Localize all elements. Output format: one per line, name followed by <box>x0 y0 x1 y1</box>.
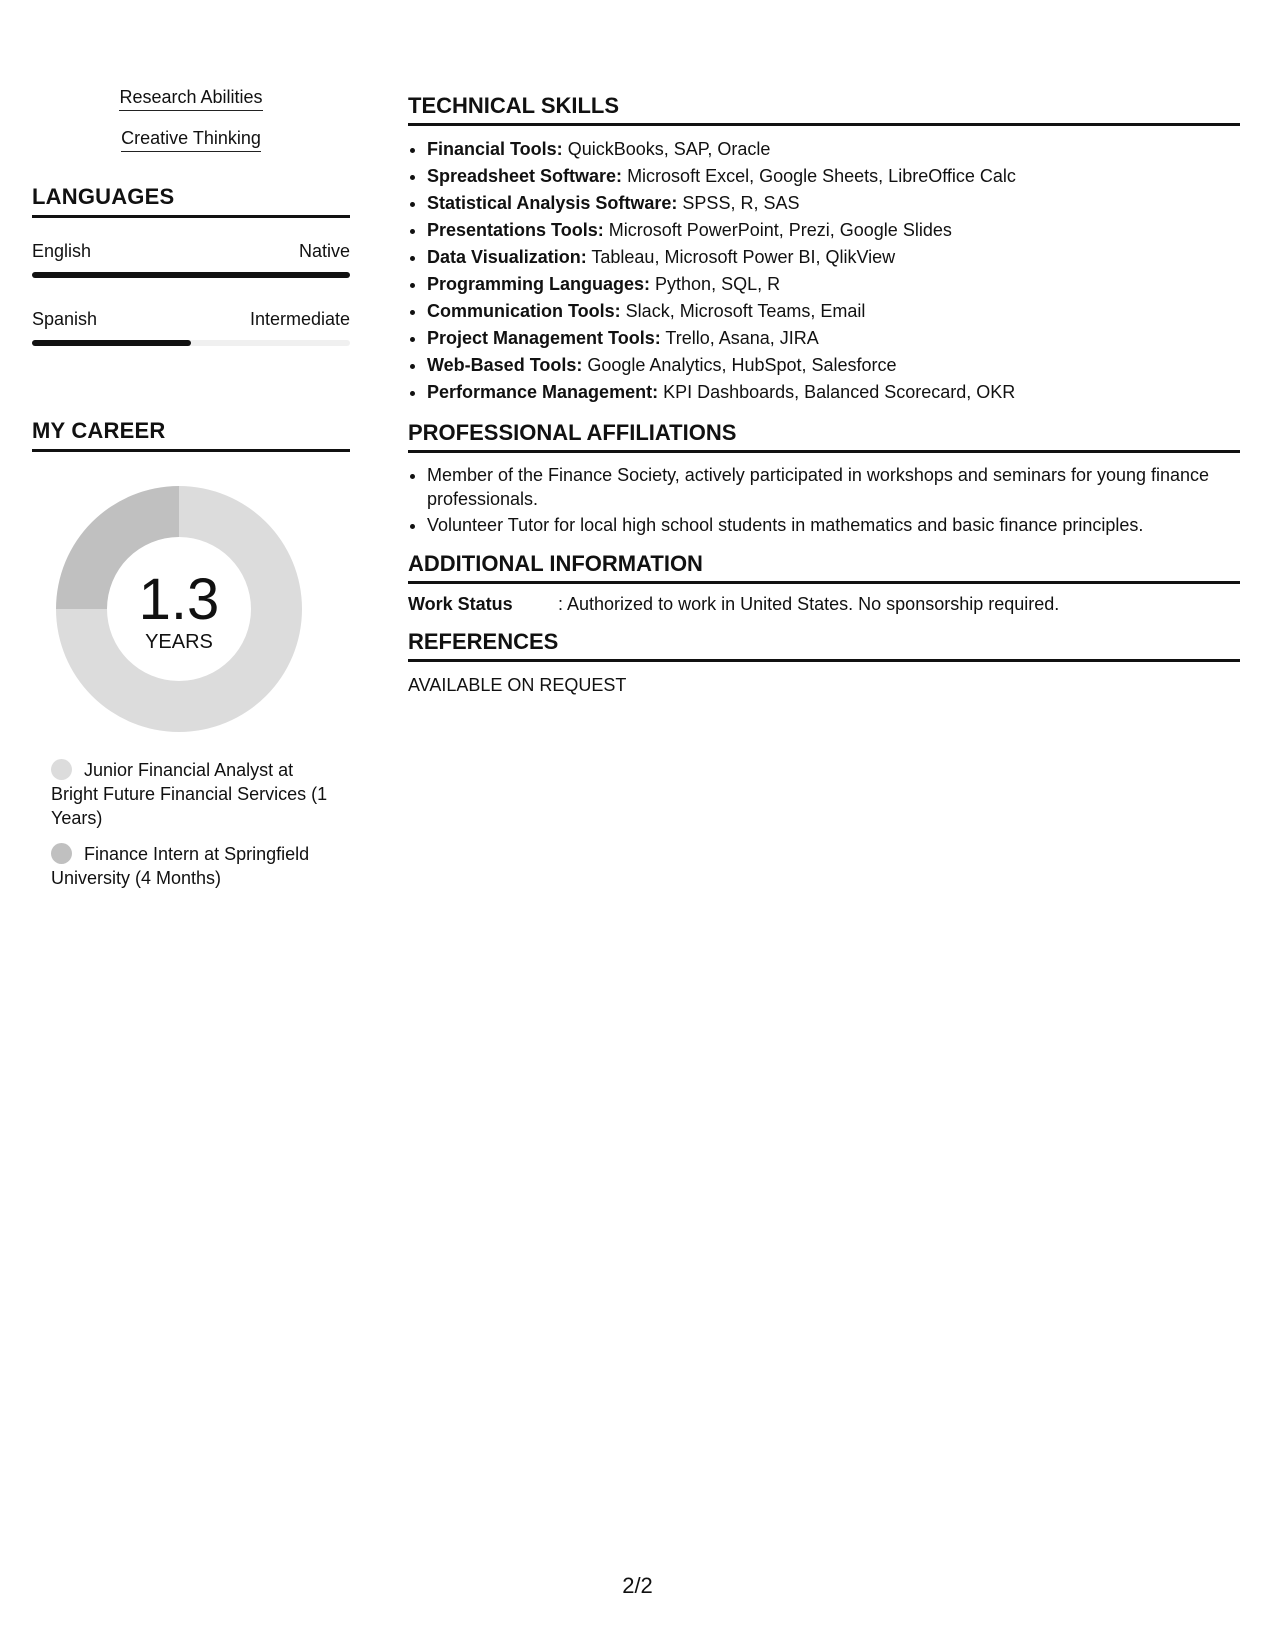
skill-tag-creative-thinking: Creative Thinking <box>121 127 261 152</box>
skill-value: Microsoft Excel, Google Sheets, LibreOffice Calc <box>622 166 1016 186</box>
work-status-value: : Authorized to work in United States. No sponsorship required. <box>558 594 1060 614</box>
skill-value: QuickBooks, SAP, Oracle <box>562 139 771 159</box>
skill-item <box>427 325 1240 352</box>
skill-label: Performance Management: <box>427 382 659 402</box>
language-name: Spanish <box>32 309 98 329</box>
career-total-unit: YEARS <box>145 631 213 653</box>
skill-item <box>427 163 1240 190</box>
language-name: English <box>32 241 92 261</box>
affiliations-list <box>408 463 1240 537</box>
skill-value: Tableau, Microsoft Power BI, QlikView <box>586 247 896 267</box>
skill-item <box>427 271 1240 298</box>
language-proficiency-fill <box>32 340 191 346</box>
career-donut-chart <box>56 486 302 732</box>
skill-item <box>427 352 1240 379</box>
languages-heading: LANGUAGES <box>32 184 350 218</box>
language-row-spanish <box>32 308 350 346</box>
career-item-text: Junior Financial Analyst at Bright Future Financial Services (1 Years) <box>51 760 328 828</box>
skill-label: Programming Languages: <box>427 274 651 294</box>
skill-value: Trello, Asana, JIRA <box>660 328 819 348</box>
affiliations-section <box>408 420 1240 537</box>
skill-label: Communication Tools: <box>427 301 621 321</box>
skill-item <box>427 298 1240 325</box>
career-item-finance-intern <box>51 842 341 890</box>
additional-info-section <box>408 551 1240 615</box>
language-proficiency-bar <box>32 272 350 278</box>
skill-label: Financial Tools: <box>427 139 563 159</box>
skill-value: Microsoft PowerPoint, Prezi, Google Slides <box>603 220 952 240</box>
legend-dot-icon <box>51 759 72 780</box>
career-item-text: Finance Intern at Springfield University (4 Months) <box>51 844 310 888</box>
page-number: 2/2 <box>622 1573 653 1598</box>
skill-value: Google Analytics, HubSpot, Salesforce <box>582 355 897 375</box>
career-list <box>51 758 341 890</box>
affiliation-item: • Volunteer Tutor for local high school students in mathematics and basic finance principles. <box>427 513 1240 537</box>
sidebar <box>32 86 350 902</box>
technical-skills-section <box>408 93 1240 406</box>
technical-skills-heading: TECHNICAL SKILLS <box>408 93 1240 126</box>
languages-section <box>32 184 350 346</box>
skill-item <box>427 190 1240 217</box>
skill-label: Spreadsheet Software: <box>427 166 623 186</box>
references-heading: REFERENCES <box>408 629 1240 662</box>
language-proficiency-bar <box>32 340 350 346</box>
language-row-english <box>32 240 350 278</box>
skill-item <box>427 136 1240 163</box>
career-item-junior-analyst <box>51 758 341 830</box>
skill-value: Python, SQL, R <box>650 274 781 294</box>
work-status-label: Work Status <box>408 594 513 614</box>
references-text: AVAILABLE ON REQUEST <box>408 675 627 695</box>
skill-item <box>427 217 1240 244</box>
skill-label: Statistical Analysis Software: <box>427 193 678 213</box>
work-status-row <box>408 593 1240 615</box>
career-total-value: 1.3 <box>138 567 220 632</box>
language-proficiency-fill <box>32 272 350 278</box>
affiliation-item: • Member of the Finance Society, actively participated in workshops and seminars for young finance professionals. <box>427 463 1240 511</box>
skill-item <box>427 244 1240 271</box>
affiliations-heading: PROFESSIONAL AFFILIATIONS <box>408 420 1240 453</box>
references-section <box>408 629 1240 696</box>
skill-item <box>427 379 1240 406</box>
additional-info-heading: ADDITIONAL INFORMATION <box>408 551 1240 584</box>
language-level: Intermediate <box>249 309 350 329</box>
skill-value: KPI Dashboards, Balanced Scorecard, OKR <box>658 382 1016 402</box>
skill-label: Data Visualization: <box>427 247 587 267</box>
language-level: Native <box>298 241 350 261</box>
legend-dot-icon <box>51 843 72 864</box>
career-section <box>32 418 350 890</box>
skill-value: SPSS, R, SAS <box>677 193 800 213</box>
skill-label: Project Management Tools: <box>427 328 661 348</box>
technical-skills-list <box>408 136 1240 406</box>
skill-label: Presentations Tools: <box>427 220 604 240</box>
career-heading: MY CAREER <box>32 418 350 452</box>
skill-label: Web-Based Tools: <box>427 355 583 375</box>
skill-value: Slack, Microsoft Teams, Email <box>620 301 866 321</box>
skill-tag-research-abilities: Research Abilities <box>119 86 262 111</box>
main-content <box>408 93 1240 710</box>
